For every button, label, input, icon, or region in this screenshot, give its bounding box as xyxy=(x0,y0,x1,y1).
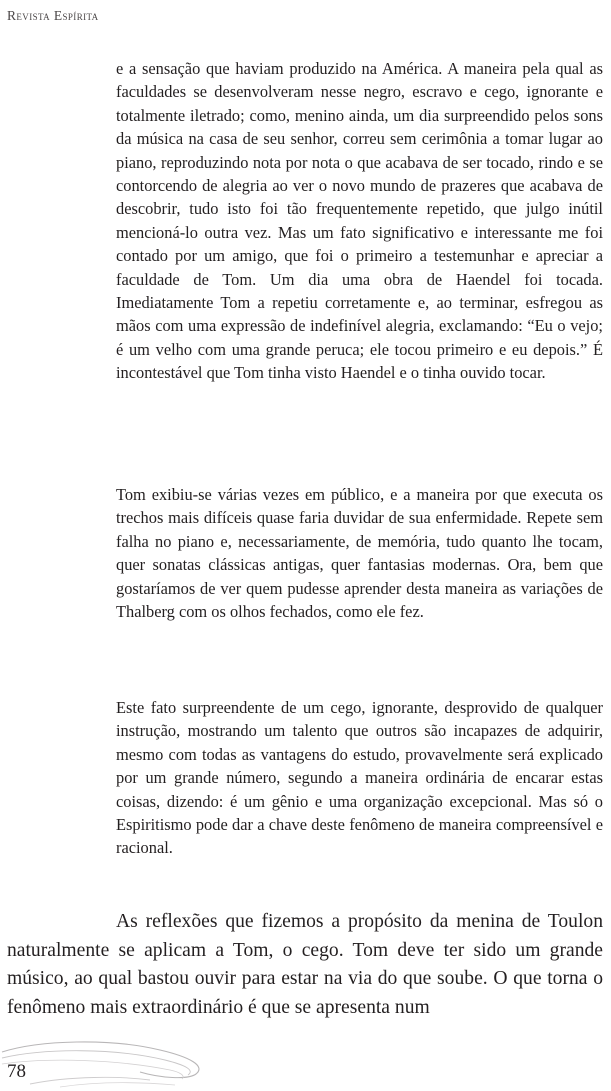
decorative-swirl-ornament xyxy=(0,1030,215,1088)
body-paragraph: As reflexões que fizemos a propósito da menina de Toulon naturalmente se aplicam a Tom, o cego. Tom deve ter sido um grande músico, ao qual bastou ouvir para estar na via do que soube. O que torna o fenômeno mais extraordinário é que se apresenta num xyxy=(7,911,603,1018)
quote-paragraph-2: Tom exibiu-se várias vezes em público, e a maneira por que executa os trechos mais difíceis quase faria duvidar de sua enfermidade. Repete sem falha no piano e, necessariamente, de memória, tudo quanto lhe tocam, quer sonatas clássicas antigas, quer fantasias modernas. Ora, bem que gostaríamos de ver quem pudesse aprender desta maneira as variações de Thalberg com os olhos fechados, como ele fez. xyxy=(116,485,603,622)
running-header: Revista Espírita xyxy=(7,8,99,23)
quote-paragraph-1: e a sensação que haviam produzido na América. A maneira pela qual as faculdades se desenvolveram nesse negro, escravo e cego, ignorante e totalmente iletrado; como, menino ainda, um dia surpreendido pelos sons da música na casa de seu senhor, correu sem cerimônia a tomar lugar ao piano, reproduzindo nota por nota o que acabava de ser tocado, rindo e se contorcendo de alegria ao ver o novo mundo de prazeres que acabava de descobrir, tudo isto foi tão frequentemente repetido, que julgo inútil mencioná-lo outra vez. Mas um fato significativo e interessante me foi contado por um amigo, que foi o primeiro a testemunhar e apreciar a faculdade de Tom. Um dia uma obra de Haendel foi tocada. Imediatamente Tom a repetiu corretamente e, ao terminar, esfregou as mãos com uma expressão de indefinível alegria, exclamando: “Eu o vejo; é um velho com uma grande peruca; ele tocou primeiro e eu depois.” É incontestável que Tom tinha visto Haendel e o tinha ouvido tocar. xyxy=(116,59,603,383)
page-number: 78 xyxy=(7,1061,26,1082)
quote-paragraph-3: Este fato surpreendente de um cego, ignorante, desprovido de qualquer instrução, mostrando um talento que outros são incapazes de adquirir, mesmo com todas as vantagens do estudo, provavelmente será explicado por um grande número, segundo a maneira ordinária de encarar estas coisas, dizendo: é um gênio e uma organização excepcional. Mas só o Espiritismo pode dar a chave deste fenômeno de maneira compreensível e racional. xyxy=(116,698,603,858)
